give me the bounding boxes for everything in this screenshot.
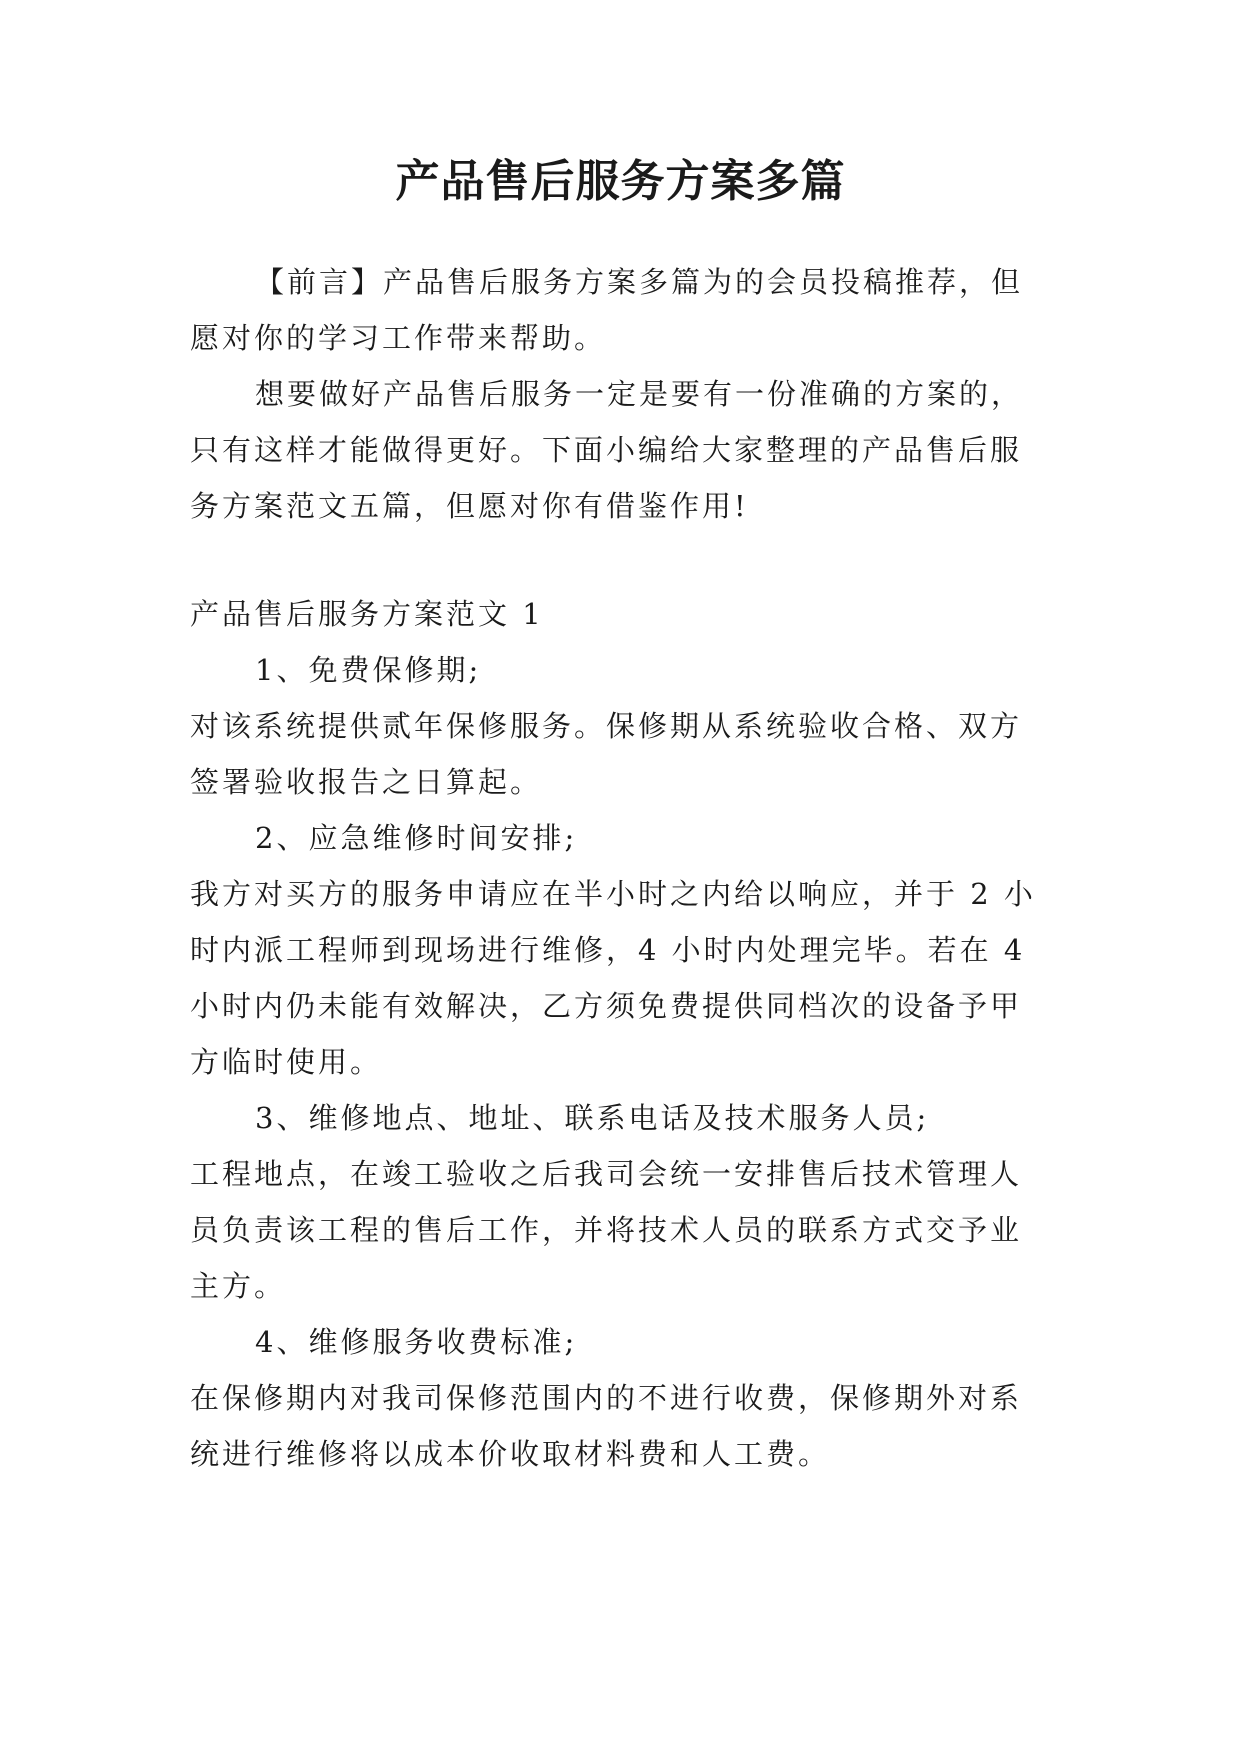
item-4-line-2: 统进行维修将以成本价收取材料费和人工费。 — [190, 1437, 831, 1471]
item-1-line-2: 签署验收报告之日算起。 — [190, 765, 543, 799]
section-heading: 产品售后服务方案范文 1 — [190, 597, 544, 631]
item-4-line-1: 在保修期内对我司保修范围内的不进行收费，保修期外对系 — [190, 1381, 1023, 1415]
intro-line-3: 务方案范文五篇，但愿对你有借鉴作用! — [190, 489, 749, 523]
item-4-heading: 4、维修服务收费标准; — [255, 1325, 578, 1359]
item-2-line-1: 我方对买方的服务申请应在半小时之内给以响应，并于 2 小 — [190, 877, 1036, 911]
intro-line-2: 只有这样才能做得更好。下面小编给大家整理的产品售后服 — [190, 433, 1023, 467]
item-3-line-3: 主方。 — [190, 1269, 287, 1303]
item-3-line-2: 员负责该工程的售后工作，并将技术人员的联系方式交予业 — [190, 1213, 1023, 1247]
item-3-heading: 3、维修地点、地址、联系电话及技术服务人员; — [255, 1101, 930, 1135]
preface-line-1: 【前言】产品售后服务方案多篇为的会员投稿推荐，但 — [255, 265, 1024, 299]
document-title: 产品售后服务方案多篇 — [395, 156, 846, 207]
item-1-heading: 1、免费保修期; — [255, 653, 482, 687]
item-3-line-1: 工程地点，在竣工验收之后我司会统一安排售后技术管理人 — [190, 1157, 1023, 1191]
item-2-line-2: 时内派工程师到现场进行维修，4 小时内处理完毕。若在 4 — [190, 933, 1026, 967]
item-2-line-4: 方临时使用。 — [190, 1045, 383, 1079]
item-2-line-3: 小时内仍未能有效解决，乙方须免费提供同档次的设备予甲 — [190, 989, 1023, 1023]
item-2-heading: 2、应急维修时间安排; — [255, 821, 578, 855]
item-1-line-1: 对该系统提供贰年保修服务。保修期从系统验收合格、双方 — [190, 709, 1023, 743]
preface-line-2: 愿对你的学习工作带来帮助。 — [190, 321, 607, 355]
intro-line-1: 想要做好产品售后服务一定是要有一份准确的方案的， — [255, 377, 1024, 411]
